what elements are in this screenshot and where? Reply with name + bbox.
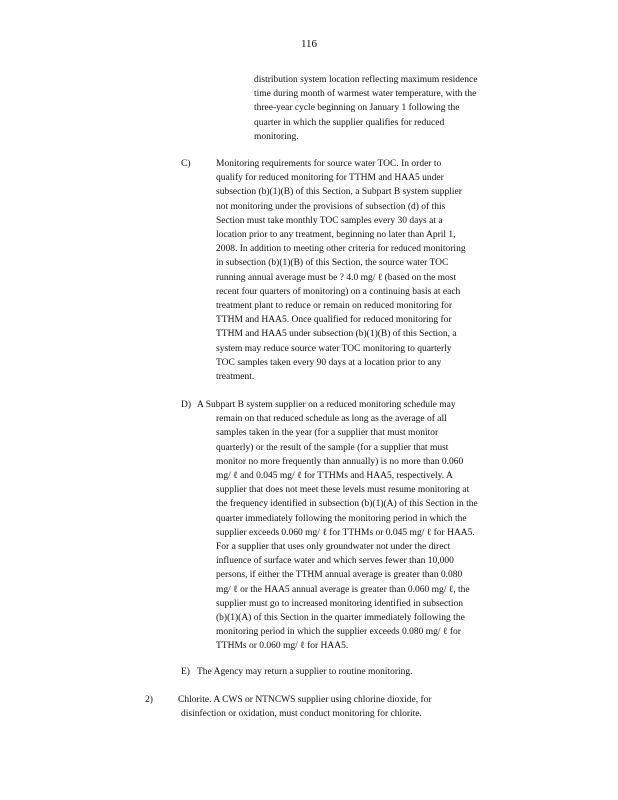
text-line: Monitoring requirements for source water TOC. In order to: [216, 159, 442, 169]
item-2-first-line: [178, 693, 498, 707]
item-c-label: C): [181, 159, 191, 169]
text-line: system may reduce source water TOC monitoring to quarterly: [216, 343, 452, 354]
text-line: disinfection or oxidation, must conduct monitoring for chlorite.: [181, 709, 422, 720]
text-line: qualify for reduced monitoring for TTHM and HAA5 under: [216, 173, 444, 184]
item-2-label: 2): [145, 695, 153, 705]
text-line: influence of surface water and which serves fewer than 10,000: [216, 556, 454, 567]
item-d-label: D): [181, 400, 192, 410]
text-line: TTHM and HAA5 under subsection (b)(1)(B) of this Section, a: [216, 329, 457, 340]
text-line: quarterly) or the result of the sample (for a supplier that must: [216, 442, 449, 453]
item-2-second-line: [181, 707, 481, 721]
text-line: (b)(1)(A) of this Section in the quarter immediately following the: [216, 613, 465, 624]
text-line: the frequency identified in subsection (b)(1)(A) of this Section in the: [216, 499, 478, 510]
item-e-label: E): [181, 667, 190, 677]
text-line: monitor no more frequently than annually) is no more than 0.060: [216, 456, 464, 467]
text-line: supplier exceeds 0.060 mg/ ℓ for TTHMs or 0.045 mg/ ℓ for HAA5.: [216, 527, 475, 538]
text-line: Section must take monthly TOC samples every 30 days at a: [216, 215, 443, 226]
text-line: location prior to any treatment, beginning no later than April 1,: [216, 230, 456, 241]
text-line: treatment plant to reduce or remain on reduced monitoring for: [216, 301, 453, 312]
text-line: in subsection (b)(1)(B) of this Section, the source water TOC: [216, 258, 449, 269]
text-line: not monitoring under the provisions of subsection (d) of this: [216, 201, 446, 212]
text-line: 2008. In addition to meeting other criteria for reduced monitoring: [216, 244, 466, 255]
text-line: time during month of warmest water temperature, with the: [254, 89, 477, 100]
text-line: distribution system location reflecting maximum residence: [254, 75, 478, 85]
text-line: For a supplier that uses only groundwater not under the direct: [216, 542, 451, 553]
text-line: samples taken in the year (for a supplier that must monitor: [216, 428, 439, 439]
text-line: recent four quarters of monitoring) on a continuing basis at each: [216, 286, 461, 297]
text-line: quarter in which the supplier qualifies for reduced: [254, 117, 445, 128]
text-line: three-year cycle beginning on January 1 following the: [254, 103, 460, 114]
continuation-paragraph: [254, 73, 534, 144]
item-e-paragraph: [197, 665, 477, 679]
text-line: persons, if either the TTHM annual average is greater than 0.080: [216, 570, 463, 581]
text-line: supplier must go to increased monitoring identified in subsection: [216, 598, 463, 609]
item-c-paragraph: [216, 157, 526, 384]
text-line: TTHMs or 0.060 mg/ ℓ for HAA5.: [216, 641, 349, 652]
text-line: subsection (b)(1)(B) of this Section, a Subpart B system supplier: [216, 187, 462, 198]
text-line: mg/ ℓ and 0.045 mg/ ℓ for TTHMs and HAA5, respectively. A: [216, 471, 453, 481]
text-line: Chlorite. A CWS or NTNCWS supplier using chlorine dioxide, for: [178, 695, 432, 705]
item-d-paragraph: [216, 412, 542, 653]
text-line: TOC samples taken every 90 days at a location prior to any: [216, 357, 442, 368]
item-d-first-line: [197, 398, 527, 412]
text-line: quarter immediately following the monitoring period in which the: [216, 513, 467, 524]
text-line: supplier that does not meet these levels must resume monitoring at: [216, 485, 470, 496]
text-line: remain on that reduced schedule as long as the average of all: [216, 414, 447, 425]
page-number: 116: [300, 38, 318, 50]
text-line: The Agency may return a supplier to routine monitoring.: [197, 667, 413, 677]
text-line: mg/ ℓ or the HAA5 annual average is greater than 0.060 mg/ ℓ, the: [216, 584, 470, 595]
text-line: monitoring period in which the supplier exceeds 0.080 mg/ ℓ for: [216, 627, 461, 638]
text-line: TTHM and HAA5. Once qualified for reduced monitoring for: [216, 315, 452, 326]
text-line: monitoring.: [254, 131, 299, 142]
text-line: treatment.: [216, 372, 255, 383]
text-line: A Subpart B system supplier on a reduced monitoring schedule may: [197, 400, 456, 410]
text-line: running annual average must be ? 4.0 mg/ ℓ (based on the most: [216, 272, 457, 283]
